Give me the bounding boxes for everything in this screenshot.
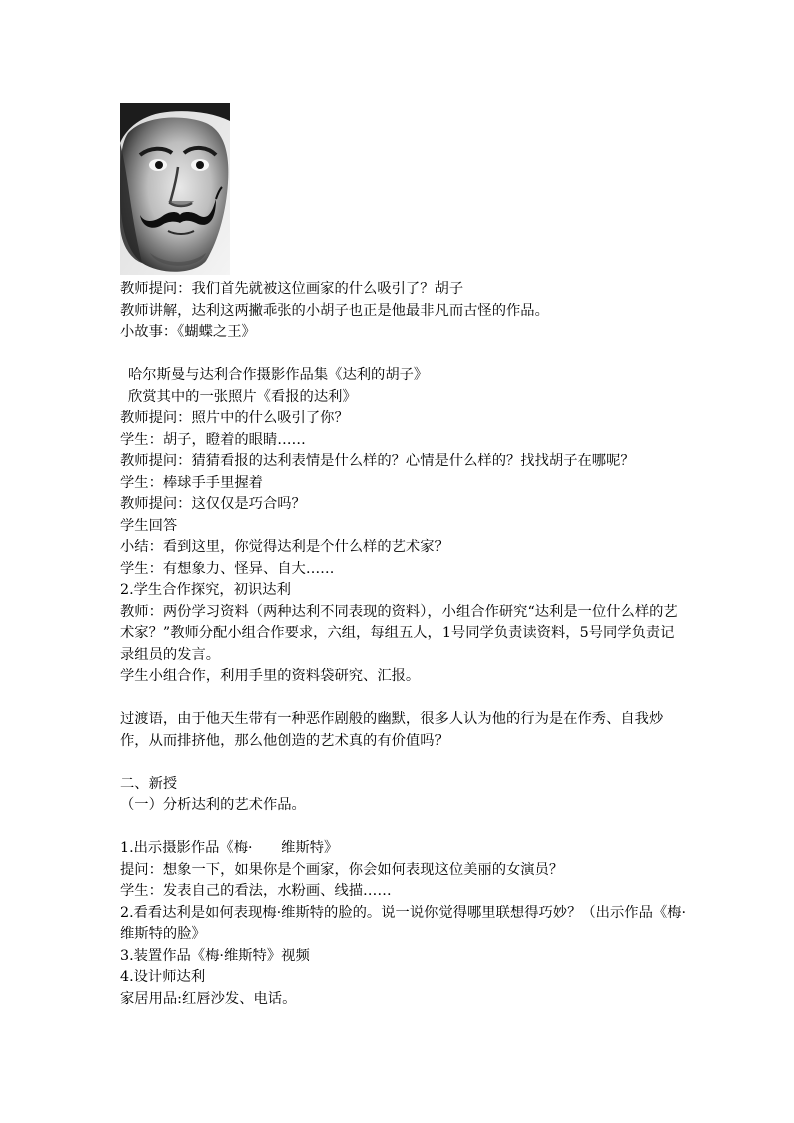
blank-line	[120, 344, 686, 366]
portrait-icon	[120, 103, 230, 275]
portrait-photo	[120, 103, 230, 275]
paragraph-appreciate-photo: 欣赏其中的一张照片《看报的达利》	[128, 388, 357, 405]
paragraph-student-answer-1: 学生：胡子，瞪着的眼睛……	[120, 431, 306, 448]
paragraph-student-answer-4: 学生：有想象力、怪异、自大……	[120, 560, 335, 577]
paragraph-teacher-question-1: 教师提问：我们首先就被这位画家的什么吸引了？胡子	[120, 281, 464, 297]
paragraph-student-answer-3: 学生回答	[120, 517, 178, 534]
paragraph-section-2: 2.学生合作探究，初识达利	[120, 582, 291, 598]
paragraph-student-answer-2: 学生：棒球手手里握着	[120, 474, 263, 491]
paragraph-summary: 小结：看到这里，你觉得达利是个什么样的艺术家？	[120, 539, 449, 555]
subsection-heading-analysis: （一）分析达利的艺术作品。	[120, 797, 306, 813]
paragraph-teacher-question-3: 教师提问：猜猜看报的达利表情是什么样的？心情是什么样的？找找胡子在哪呢？	[120, 453, 635, 469]
paragraph-transition: 过渡语，由于他天生带有一种恶作剧般的幽默，很多人认为他的行为是在作秀、自我炒作，从而排挤他，那么他创造的艺术真的有价值吗？	[120, 711, 664, 749]
paragraph-question-imagine: 提问：想象一下，如果你是个画家，你会如何表现这位美丽的女演员？	[120, 861, 564, 878]
blank-line	[120, 688, 686, 710]
paragraph-story: 小故事：《蝴蝶之王》	[120, 324, 256, 340]
paragraph-student-views: 学生：发表自己的看法，水粉画、线描……	[120, 883, 392, 899]
blank-line	[120, 752, 686, 774]
paragraph-halsman-collection: 哈尔斯曼与达利合作摄影作品集《达利的胡子》	[128, 367, 429, 383]
paragraph-teacher-materials: 教师：两份学习资料（两种达利不同表现的资料），小组合作研究“达利是一位什么样的艺术家？”教师分配小组合作要求，六组，每组五人，1号同学负责读资料，5号同学负责记录组员的发言。	[120, 603, 678, 663]
document-body	[120, 279, 686, 1010]
section-heading-new-lesson: 二、新授	[120, 775, 178, 792]
paragraph-teacher-question-4: 教师提问：这仅仅是巧合吗？	[120, 496, 306, 512]
paragraph-teacher-explain: 教师讲解，达利这两撇乖张的小胡子也正是他最非凡而古怪的作品。	[120, 302, 549, 319]
paragraph-item-1: 1.出示摄影作品《梅· 维斯特》	[120, 840, 339, 856]
blank-line	[120, 817, 686, 839]
paragraph-item-4: 4.设计师达利	[120, 969, 206, 985]
paragraph-item-3: 3.装置作品《梅·维斯特》视频	[120, 947, 310, 964]
paragraph-teacher-question-2: 教师提问：照片中的什么吸引了你？	[120, 410, 349, 426]
paragraph-home-goods: 家居用品:红唇沙发、电话。	[120, 990, 297, 1007]
paragraph-group-work: 学生小组合作，利用手里的资料袋研究、汇报。	[120, 668, 421, 684]
paragraph-item-2: 2.看看达利是如何表现梅·维斯特的脸的。说一说你觉得哪里联想得巧妙？（出示作品《梅·维斯特的脸》	[120, 904, 687, 942]
